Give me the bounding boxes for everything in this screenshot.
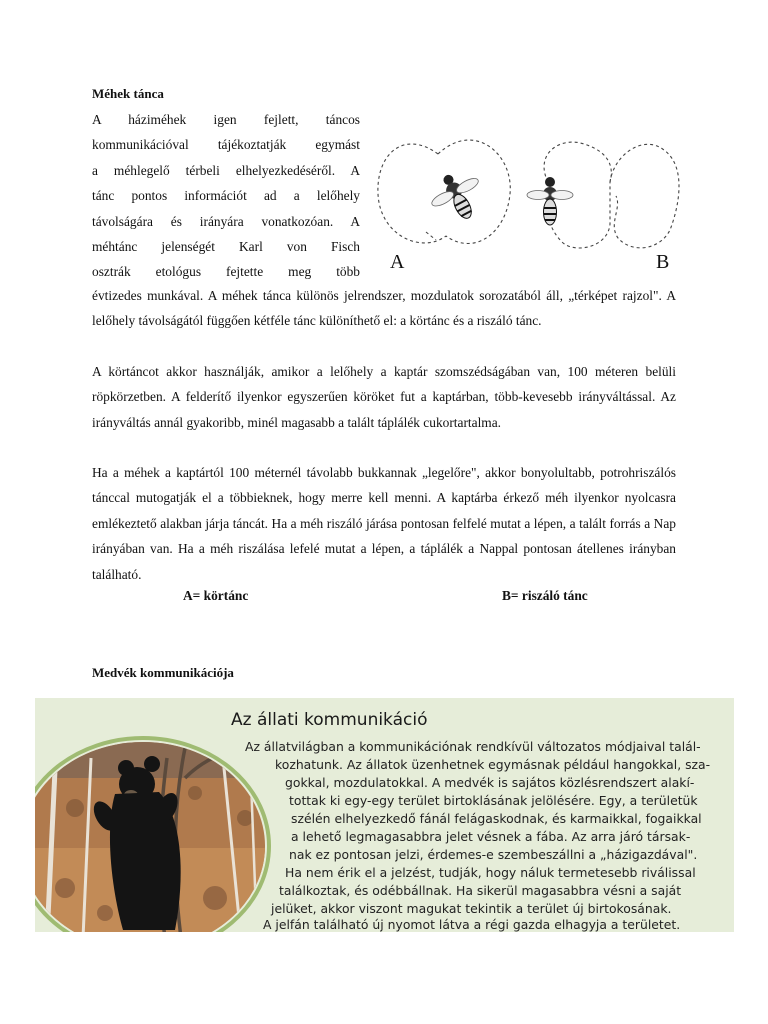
text-line: kommunikációval tájékoztatják egymást bbox=[92, 137, 360, 153]
text-line: osztrák etológus fejtette meg több bbox=[92, 264, 360, 280]
caption-waggle-dance: B= riszáló tánc bbox=[502, 588, 588, 603]
figure-label-a: A bbox=[390, 251, 405, 272]
text-line: a méhlegelő térbeli elhelyezkedéséről. A bbox=[92, 162, 360, 178]
bee-round-dance-paragraph: A körtáncot akkor használják, amikor a lelőhely a kaptár szomszédságában van, 100 méteren belüli röpkörzetben. A felderítő ilyenkor egyszerűen köröket fut a kaptárban, több-kevesebb irányváltással. Az irányváltás annál gyakoribb, minél magasabb a talált táplálék cukortartalma. bbox=[92, 364, 676, 430]
panel-text-line: a lehető legmagasabbra jelet vésnek a fába. Az arra járó társak- bbox=[291, 829, 691, 844]
text-line: tánc pontos információt ad a lelőhely bbox=[92, 188, 360, 204]
panel-text-line: kozhatunk. Az állatok üzenhetnek egymásnak például hangokkal, sza- bbox=[275, 757, 711, 772]
panel-text-line: A jelfán található új nyomot látva a régi gazda elhagyja a területet. bbox=[263, 917, 681, 932]
caption-round-dance: A= körtánc bbox=[183, 588, 249, 603]
panel-text-line: Az állatvilágban a kommunikációnak rendkívül változatos módjaival talál- bbox=[245, 739, 701, 754]
panel-text-line: szélén elhelyezkedő fánál felágaskodnak, és karmaikkal, fogaikkal bbox=[291, 811, 702, 826]
panel-text-line: Ha nem érik el a jelzést, tudják, hogy náluk termetesebb riválissal bbox=[285, 865, 696, 880]
panel-text-line: találkoztak, és odébbállnak. Ha sikerül magasabbra vésni a saját bbox=[279, 883, 682, 898]
text-line: távolságára és irányára vonatkozóan. A bbox=[92, 213, 360, 229]
bee-continuation-paragraph: évtizedes munkával. A méhek tánca különös jelrendszer, mozdulatok sorozatából áll, „térképet rajzol". A lelőhely távolságától függően kétféle tánc különíthető el: a körtánc és a riszáló tánc. bbox=[92, 288, 676, 329]
bee-intro-paragraph bbox=[92, 107, 360, 285]
animal-communication-panel bbox=[35, 698, 734, 932]
panel-title: Az állati kommunikáció bbox=[231, 710, 428, 730]
section-heading-bees: Méhek tánca bbox=[92, 86, 164, 101]
panel-text-line: jelüket, akkor viszont magukat tekintik a terület új birtokosának. bbox=[271, 901, 672, 916]
round-dance-diagram bbox=[378, 140, 510, 243]
figure-label-b: B bbox=[656, 251, 670, 272]
panel-text-line: gokkal, mozdulatokkal. A medvék is sajátos közlésrendszert alakí- bbox=[285, 775, 695, 790]
bee-dance-figure bbox=[364, 124, 686, 272]
section-heading-bears: Medvék kommunikációja bbox=[92, 665, 234, 680]
bee-a-icon bbox=[423, 163, 491, 230]
text-line: A háziméhek igen fejlett, táncos bbox=[92, 112, 360, 127]
panel-text-line: nak ez pontosan jelzi, érdemes-e szembeszállni a „házigazdával". bbox=[289, 847, 698, 862]
bee-waggle-dance-paragraph: Ha a méhek a kaptártól 100 méternél távolabb bukkannak „legelőre", akkor bonyolultabb, potrohriszálós tánccal mutogatják el a többieknek, hogy merre kell menni. A kaptárba érkező méh ilyenkor nyolcasra emlékeztető alakban járja táncát. Ha a méh riszáló járása pontosan felfelé mutat a lépen, a talált forrás a Nap irányában van. Ha a méh riszálása lefelé mutat a lépen, a táplálék a Nappal pontosan átellenes irányban található. bbox=[92, 465, 676, 582]
bee-b-icon bbox=[527, 177, 573, 225]
panel-text-line: tottak ki egy-egy terület birtoklásának jelölésére. Egy, a területük bbox=[289, 793, 698, 808]
text-line: méhtánc jelenségét Karl von Fisch bbox=[92, 239, 360, 255]
